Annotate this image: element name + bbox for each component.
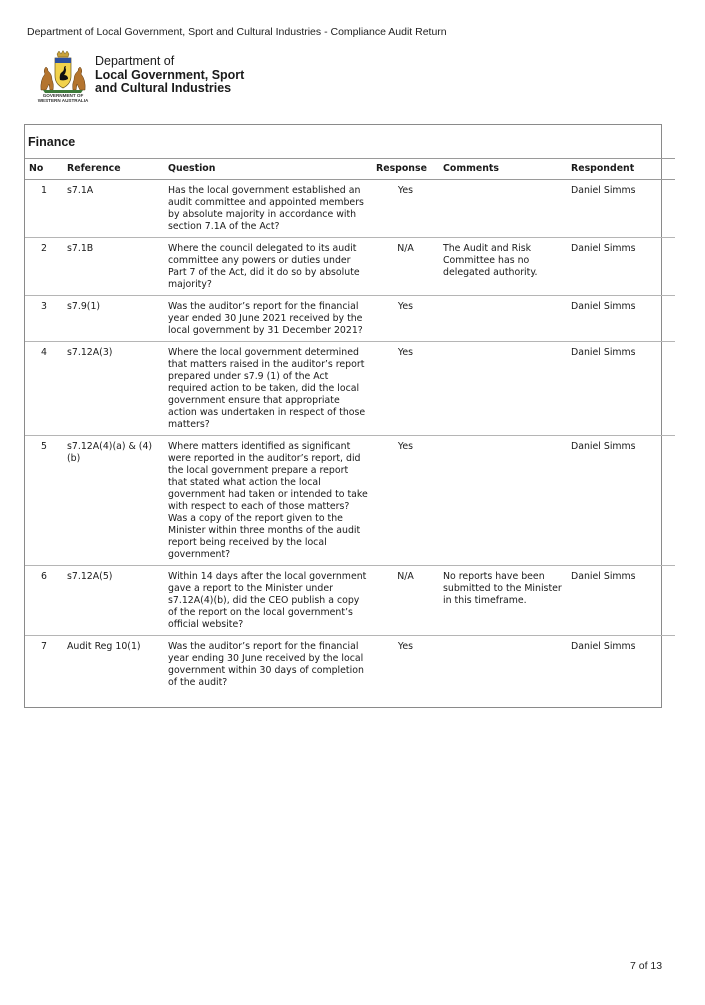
department-logo	[33, 50, 253, 106]
column-header-reference: Reference	[63, 159, 164, 180]
cell-comments: No reports have been submitted to the Minister in this timeframe.	[439, 566, 567, 636]
column-header-respondent: Respondent	[567, 159, 675, 180]
cell-question: Has the local government established an audit committee and appointed members by absolute majority in accordance with section 7.1A of the Act?	[164, 180, 372, 238]
table-row	[25, 636, 675, 694]
section-title: Finance	[28, 135, 76, 149]
table-row	[25, 238, 675, 296]
cell-respondent: Daniel Simms	[567, 436, 675, 566]
cell-no: 5	[25, 436, 63, 566]
cell-respondent: Daniel Simms	[567, 566, 675, 636]
department-name-line1: Department of	[95, 54, 175, 68]
page-header-title: Department of Local Government, Sport and Cultural Industries - Compliance Audit Return	[27, 26, 447, 38]
cell-reference: Audit Reg 10(1)	[67, 641, 141, 652]
cell-question: Where the council delegated to its audit committee any powers or duties under Part 7 of the Act, did it do so by absolute majority?	[164, 238, 372, 296]
crest-caption-line1: GOVERNMENT OF	[42, 93, 84, 98]
cell-question: Was the auditor’s report for the financial year ended 30 June 2021 received by the local government by 31 December 2021?	[164, 296, 372, 342]
cell-respondent: Daniel Simms	[567, 180, 675, 238]
cell-question: Within 14 days after the local government gave a report to the Minister under s7.12A(4)(b), did the CEO publish a copy of the report on the local government’s official website?	[164, 566, 372, 636]
cell-reference: s7.12A(3)	[63, 342, 164, 436]
cell-reference: s7.9(1)	[63, 296, 164, 342]
cell-no: 2	[25, 238, 63, 296]
column-header-response: Response	[372, 159, 439, 180]
cell-respondent: Daniel Simms	[567, 238, 675, 296]
cell-question: Where matters identified as significant were reported in the auditor’s report, did the local government prepare a report that stated what action the local government had taken or intended to take with respect to each of those matters? Was a copy of the report given to the Minister within three months of the audit report being received by the local government?	[164, 436, 372, 566]
cell-comments	[439, 436, 567, 566]
cell-question: Was the auditor’s report for the financial year ending 30 June received by the local government within 30 days of completion of the audit?	[168, 641, 364, 688]
crest-caption-line2: WESTERN AUSTRALIA	[37, 98, 89, 104]
cell-reference: s7.1B	[63, 238, 164, 296]
table-row	[25, 566, 675, 636]
cell-response: Yes	[372, 436, 439, 566]
cell-response: Yes	[372, 342, 439, 436]
cell-response: Yes	[372, 180, 439, 238]
column-header-question: Question	[164, 159, 372, 180]
cell-comments	[439, 342, 567, 436]
cell-no: 7	[41, 641, 47, 652]
cell-respondent: Daniel Simms	[567, 296, 675, 342]
column-header-comments: Comments	[439, 159, 567, 180]
cell-response: Yes	[397, 641, 414, 652]
cell-respondent: Daniel Simms	[567, 342, 675, 436]
cell-no: 1	[25, 180, 63, 238]
cell-response: N/A	[372, 566, 439, 636]
cell-comments	[439, 296, 567, 342]
cell-question: Where the local government determined that matters raised in the auditor’s report prepared under s7.9 (1) of the Act required action to be taken, did the local government ensure that appropriate action was undertaken in respect of those matters?	[164, 342, 372, 436]
department-name	[95, 55, 244, 96]
cell-response: Yes	[372, 296, 439, 342]
cell-no: 3	[25, 296, 63, 342]
cell-response: N/A	[372, 238, 439, 296]
cell-reference: s7.1A	[63, 180, 164, 238]
table-header-row	[25, 159, 675, 180]
cell-no: 6	[25, 566, 63, 636]
page-number: 7 of 13	[630, 960, 663, 972]
cell-reference: s7.12A(4)(a) & (4)(b)	[63, 436, 164, 566]
department-name-line2: Local Government, Sport	[95, 67, 245, 82]
cell-comments	[439, 180, 567, 238]
cell-comments	[439, 636, 567, 694]
cell-comments: The Audit and Risk Committee has no delegated authority.	[439, 238, 567, 296]
column-header-no: No	[25, 159, 63, 180]
table-row	[25, 180, 675, 238]
cell-respondent: Daniel Simms	[571, 641, 636, 652]
crest-caption	[33, 93, 93, 104]
table-row	[25, 342, 675, 436]
table-row	[25, 436, 675, 566]
department-name-line3: and Cultural Industries	[95, 81, 232, 95]
cell-reference: s7.12A(5)	[63, 566, 164, 636]
cell-no: 4	[25, 342, 63, 436]
table-row	[25, 296, 675, 342]
audit-table	[25, 158, 675, 693]
finance-section	[24, 124, 662, 708]
